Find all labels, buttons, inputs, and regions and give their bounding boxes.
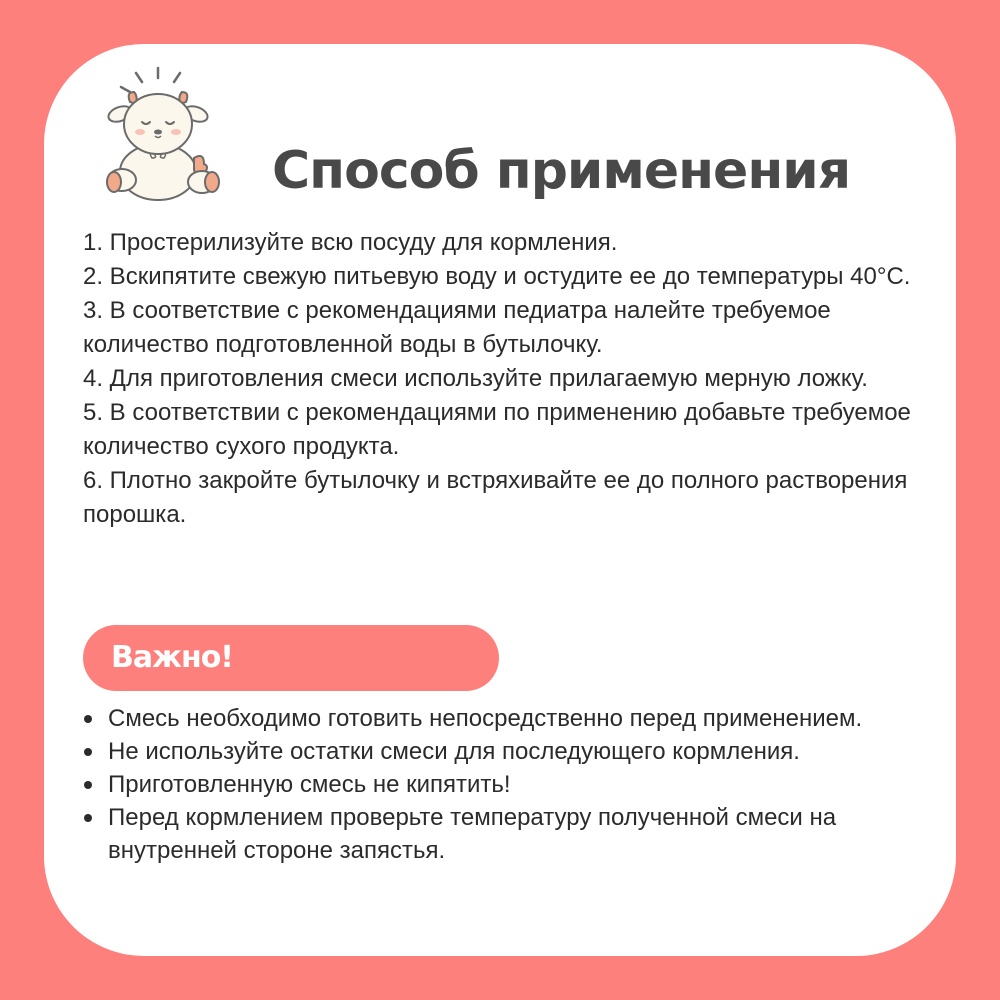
sleepy-lamb-icon <box>100 62 230 207</box>
important-label: Важно! <box>111 640 233 675</box>
note-text: Смесь необходимо готовить непосредственно перед применением. <box>108 705 863 732</box>
note-item <box>80 702 940 735</box>
note-text: Приготовленную смесь не кипятить! <box>108 771 511 798</box>
page-title: Способ применения <box>272 141 851 201</box>
step-item: 4. Для приготовления смеси используйте прилагаемую мерную ложку. <box>83 365 868 392</box>
steps-list <box>83 226 923 532</box>
step-item: 1. Простерилизуйте всю посуду для кормления. <box>83 229 618 256</box>
important-banner <box>83 625 499 691</box>
step-item: 3. В соответствие с рекомендациями педиатра налейте требуемое количество подготовленной воды в бутылочку. <box>83 297 831 358</box>
note-text: Перед кормлением проверьте температуру полученной смеси на внутренней стороне запястья. <box>108 804 837 864</box>
note-text: Не используйте остатки смеси для последующего кормления. <box>108 738 800 765</box>
step-item: 6. Плотно закройте бутылочку и встряхивайте ее до полного растворения порошка. <box>83 467 908 528</box>
bullet-dot-icon <box>84 814 92 822</box>
step-item: 2. Вскипятите свежую питьевую воду и остудите ее до температуры 40°C. <box>83 263 911 290</box>
step-item: 5. В соответствии с рекомендациями по применению добавьте требуемое количество сухого продукта. <box>83 399 911 460</box>
bullet-dot-icon <box>84 748 92 756</box>
note-item <box>80 801 940 867</box>
notes-list <box>80 702 940 867</box>
note-item <box>80 735 940 768</box>
note-item <box>80 768 940 801</box>
bullet-dot-icon <box>84 715 92 723</box>
bullet-dot-icon <box>84 781 92 789</box>
